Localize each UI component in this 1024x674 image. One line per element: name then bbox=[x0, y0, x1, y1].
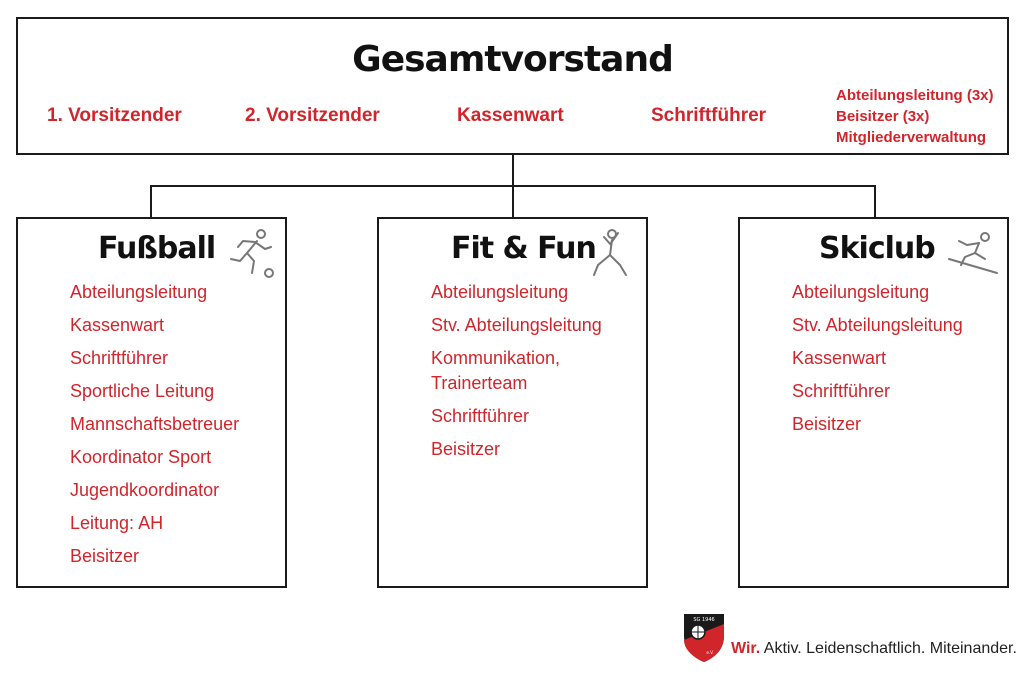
department-role-list bbox=[792, 280, 1007, 445]
skier-icon bbox=[945, 225, 1001, 281]
connector-left bbox=[150, 185, 152, 218]
department-role: Beisitzer bbox=[792, 414, 862, 434]
department-role: Mannschaftsbetreuer bbox=[70, 414, 240, 434]
board-role-4: Schriftführer bbox=[651, 105, 767, 126]
department-role: Abteilungsleitung bbox=[70, 282, 208, 302]
board-role-3: Kassenwart bbox=[457, 105, 564, 126]
department-title: Skiclub bbox=[819, 231, 935, 266]
connector-right bbox=[874, 185, 876, 218]
footer-slogan bbox=[731, 640, 1017, 658]
department-role: Schriftführer bbox=[431, 406, 530, 426]
board-title: Gesamtvorstand bbox=[352, 39, 673, 80]
logo-text: e.V. bbox=[706, 650, 714, 655]
department-role: Schriftführer bbox=[792, 381, 891, 401]
department-role: Schriftführer bbox=[70, 348, 169, 368]
slogan-highlight: Wir. bbox=[731, 640, 761, 657]
department-role-list bbox=[431, 280, 646, 470]
board-extra-roles bbox=[836, 85, 994, 148]
board-role-2: 2. Vorsitzender bbox=[245, 105, 380, 126]
department-box-fitfun bbox=[377, 217, 648, 588]
board-box bbox=[16, 17, 1009, 155]
fitness-lunge-icon bbox=[582, 225, 638, 281]
board-extra-role: Mitgliederverwaltung bbox=[836, 129, 987, 146]
department-box-skiclub bbox=[738, 217, 1009, 588]
board-extra-role: Abteilungsleitung (3x) bbox=[836, 87, 994, 104]
department-role: Kassenwart bbox=[70, 315, 165, 335]
department-role: Jugendkoordinator bbox=[70, 480, 220, 500]
department-role: Kassenwart bbox=[792, 348, 887, 368]
department-role: Sportliche Leitung bbox=[70, 381, 215, 401]
board-role-1: 1. Vorsitzender bbox=[47, 105, 182, 126]
soccer-player-icon bbox=[223, 225, 279, 281]
club-logo bbox=[680, 610, 728, 664]
department-role: Kommunikation, Trainerteam bbox=[431, 348, 561, 393]
board-extra-role: Beisitzer (3x) bbox=[836, 108, 930, 125]
department-role: Abteilungsleitung bbox=[431, 282, 569, 302]
department-role: Leitung: AH bbox=[70, 513, 164, 533]
department-role: Koordinator Sport bbox=[70, 447, 212, 467]
connector-center bbox=[512, 185, 514, 218]
department-title: Fußball bbox=[98, 231, 216, 266]
department-role-list bbox=[70, 280, 285, 577]
department-box-fussball bbox=[16, 217, 287, 588]
department-role: Abteilungsleitung bbox=[792, 282, 930, 302]
department-role: Beisitzer bbox=[431, 439, 501, 459]
slogan-text: Aktiv. Leidenschaftlich. Miteinander. bbox=[763, 640, 1017, 657]
department-role: Stv. Abteilungsleitung bbox=[431, 315, 602, 335]
department-role: Stv. Abteilungsleitung bbox=[792, 315, 963, 335]
logo-text: SG 1946 bbox=[693, 617, 715, 623]
department-role: Beisitzer bbox=[70, 546, 140, 566]
department-title: Fit & Fun bbox=[451, 231, 596, 266]
connector-trunk bbox=[512, 155, 514, 186]
